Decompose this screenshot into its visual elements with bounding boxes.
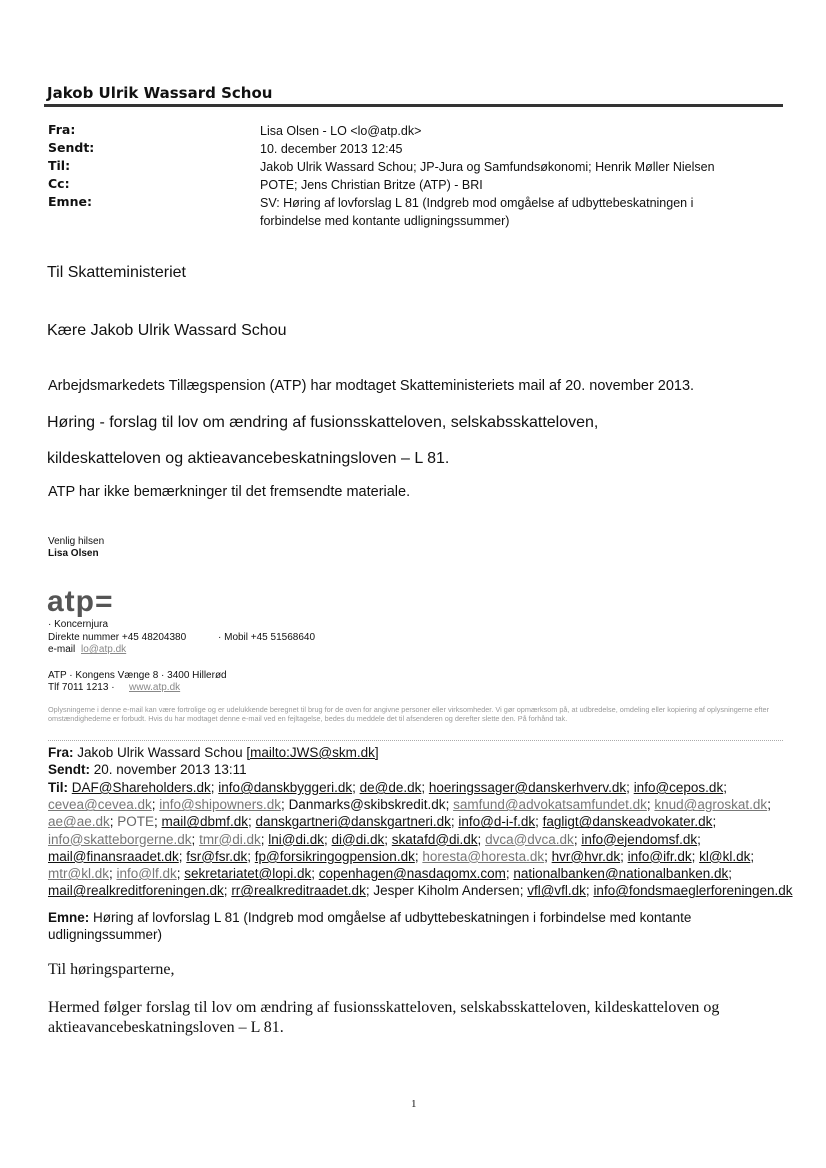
- sent-label: Sendt:: [48, 140, 95, 155]
- recipient[interactable]: info@lf.dk: [116, 866, 177, 882]
- recipient[interactable]: dvca@dvca.dk: [485, 831, 574, 847]
- recipient[interactable]: Jesper Kiholm Andersen: [373, 883, 520, 899]
- subject-line-2: forbindelse med kontante udligningssummer): [260, 214, 510, 228]
- from-label: Fra:: [48, 122, 76, 137]
- body-paragraph-2-line-2: kildeskatteloven og aktieavancebeskatningsloven – L 81.: [47, 450, 450, 467]
- recipient[interactable]: POTE: [117, 814, 155, 830]
- recipient[interactable]: mail@realkreditforeningen.dk: [48, 883, 224, 899]
- email-label: e-mail: [48, 644, 76, 655]
- forwarded-sent-label: Sendt:: [48, 762, 90, 777]
- sent-value: 10. december 2013 12:45: [260, 142, 403, 156]
- recipient[interactable]: info@ejendomsf.dk: [581, 831, 698, 847]
- recipient[interactable]: info@cepos.dk: [633, 780, 724, 795]
- forwarded-from-row: [48, 744, 379, 761]
- signer-name: Lisa Olsen: [48, 548, 99, 559]
- forwarded-subject-line-1: Høring af lovforslag L 81 (Indgreb mod omgåelse af udbyttebeskatningen i forbindelse med kontante: [93, 910, 692, 925]
- recipient[interactable]: fsr@fsr.dk: [186, 848, 248, 864]
- recipient[interactable]: info@shipowners.dk: [159, 797, 282, 813]
- from-value: Lisa Olsen - LO <lo@atp.dk>: [260, 124, 422, 138]
- recipient[interactable]: sekretariatet@lopi.dk: [184, 866, 312, 882]
- recipient[interactable]: danskgartneri@danskgartneri.dk: [255, 814, 451, 830]
- recipient[interactable]: kl@kl.dk: [699, 848, 751, 864]
- to-label: Til:: [48, 158, 71, 173]
- letter-line-2: aktieavancebeskatningsloven – L 81.: [48, 1019, 284, 1036]
- website-link[interactable]: www.atp.dk: [129, 682, 181, 693]
- direct-number: Direkte nummer +45 48204380: [48, 632, 187, 643]
- recipient[interactable]: lni@di.dk: [268, 831, 325, 847]
- forwarded-subject-label: Emne:: [48, 910, 90, 925]
- atp-logo: atp=: [47, 585, 114, 618]
- subject-line-1: SV: Høring af lovforslag L 81 (Indgreb mod omgåelse af udbyttebeskatningen i: [260, 196, 694, 210]
- forwarded-recipients: Til: DAF@Shareholders.dk; info@danskbyggeri.dk; de@de.dk; hoeringssager@danskerhverv.dk; info@cepos.dk; cevea@cevea.dk; info@shipowners.dk; Danmarks@skibskredit.dk; samfund@advokatsamfundet.dk; knud@agroskat.dk; ae@ae.dk; POTE; mail@dbmf.dk; danskgartneri@danskgartneri.dk; info@d-i-f.dk; fagligt@danskeadvokater.dk; info@skatteborgerne.dk; tmr@di.dk; lni@di.dk; di@di.dk; skatafd@di.dk; dvca@dvca.dk; info@ejendomsf.dk; mail@finansraadet.dk; fsr@fsr.dk; fp@forsikringogpension.dk; horesta@horesta.dk; hvr@hvr.dk; info@ifr.dk; kl@kl.dk; mtr@kl.dk; info@lf.dk; sekretariatet@lopi.dk; copenhagen@nasdaqomx.com; nationalbanken@nationalbanken.dk; mail@realkreditforeningen.dk; rr@realkreditraadet.dk; Jesper Kiholm Andersen; vfl@vfl.dk; info@fondsmaeglerforeningen.dk: [48, 780, 793, 899]
- page-number: 1: [411, 1098, 417, 1110]
- header-divider: [44, 104, 783, 107]
- forwarded-sent-row: [48, 761, 247, 778]
- recipient[interactable]: tmr@di.dk: [199, 831, 261, 847]
- signature-email-link[interactable]: lo@atp.dk: [81, 644, 127, 655]
- recipient[interactable]: horesta@horesta.dk: [422, 848, 545, 864]
- disclaimer-divider: [48, 740, 783, 741]
- recipient[interactable]: hoeringssager@danskerhverv.dk: [428, 780, 627, 795]
- cc-value: POTE; Jens Christian Britze (ATP) - BRI: [260, 178, 483, 192]
- forwarded-subject-row: [48, 909, 793, 943]
- forwarded-from-label: Fra:: [48, 745, 74, 760]
- recipient[interactable]: info@danskbyggeri.dk: [218, 780, 353, 795]
- recipient[interactable]: copenhagen@nasdaqomx.com: [318, 866, 506, 882]
- recipient[interactable]: vfl@vfl.dk: [527, 883, 586, 899]
- sender-name: Jakob Ulrik Wassard Schou: [47, 84, 273, 102]
- recipient[interactable]: mail@dbmf.dk: [161, 814, 249, 830]
- recipient[interactable]: nationalbanken@nationalbanken.dk: [513, 866, 729, 882]
- phone: Tlf 7011 1213 ·: [48, 682, 115, 693]
- recipient[interactable]: mtr@kl.dk: [48, 866, 109, 882]
- forwarded-from-name: Jakob Ulrik Wassard Schou: [77, 745, 243, 760]
- body-paragraph-2-line-1: Høring - forslag til lov om ændring af fusionsskatteloven, selskabsskatteloven,: [47, 414, 599, 431]
- recipient[interactable]: DAF@Shareholders.dk: [71, 780, 211, 795]
- forwarded-to-label: Til:: [48, 780, 68, 795]
- recipient[interactable]: ae@ae.dk: [48, 814, 110, 830]
- recipient[interactable]: info@ifr.dk: [627, 848, 692, 864]
- recipient[interactable]: hvr@hvr.dk: [551, 848, 621, 864]
- subject-value: [260, 194, 780, 230]
- department: · Koncernjura: [48, 619, 109, 630]
- recipient[interactable]: skatafd@di.dk: [391, 831, 478, 847]
- forwarded-sent-value: 20. november 2013 13:11: [93, 762, 247, 777]
- greeting: Kære Jakob Ulrik Wassard Schou: [47, 322, 287, 339]
- recipient[interactable]: info@fondsmaeglerforeningen.dk: [593, 883, 793, 899]
- letter-line-1: Hermed følger forslag til lov om ændring af fusionsskatteloven, selskabsskatteloven, kildeskatteloven og: [48, 999, 720, 1016]
- recipient[interactable]: fp@forsikringogpension.dk: [254, 848, 415, 864]
- recipient[interactable]: mail@finansraadet.dk: [48, 848, 179, 864]
- address: ATP · Kongens Vænge 8 · 3400 Hillerød: [48, 670, 227, 681]
- recipient[interactable]: di@di.dk: [331, 831, 385, 847]
- recipient[interactable]: Danmarks@skibskredit.dk: [288, 797, 446, 813]
- forwarded-subject-line-2: udligningssummer): [48, 927, 163, 943]
- forwarded-mailto-link[interactable]: [mailto:JWS@skm.dk]: [246, 745, 379, 760]
- cc-label: Cc:: [48, 176, 70, 191]
- recipient[interactable]: info@d-i-f.dk: [458, 814, 536, 830]
- body-paragraph-3: ATP har ikke bemærkninger til det fremsendte materiale.: [48, 484, 411, 500]
- recipient[interactable]: knud@agroskat.dk: [654, 797, 768, 813]
- to-value: Jakob Ulrik Wassard Schou; JP-Jura og Samfundsøkonomi; Henrik Møller Nielsen: [260, 160, 715, 174]
- subject-label: Emne:: [48, 194, 92, 209]
- letter-salutation: Til høringsparterne,: [48, 961, 175, 978]
- mobile-number: · Mobil +45 51568640: [218, 632, 316, 643]
- recipient[interactable]: rr@realkreditraadet.dk: [231, 883, 366, 899]
- recipient[interactable]: fagligt@danskeadvokater.dk: [542, 814, 713, 830]
- disclaimer: Oplysningerne i denne e-mail kan være fortrolige og er udelukkende beregnet til brug for de oven for angivne personer eller virksomheder. Vi gør opmærksom på, at udbredelse, omdeling eller kopiering af oplysningerne efter omstændighederne er forbudt. Hvis du har modtaget denne e-mail ved en fejltagelse, bedes du meddele det til afsenderen og derefter slette den. På forhånd tak.: [48, 705, 770, 723]
- body-paragraph-1: Arbejdsmarkedets Tillægspension (ATP) har modtaget Skatteministeriets mail af 20. november 2013.: [48, 378, 695, 394]
- addressee-line: Til Skatteministeriet: [47, 264, 186, 281]
- closing: Venlig hilsen: [48, 536, 105, 547]
- recipient[interactable]: info@skatteborgerne.dk: [48, 831, 192, 847]
- recipient[interactable]: samfund@advokatsamfundet.dk: [453, 797, 647, 813]
- recipient[interactable]: de@de.dk: [359, 780, 422, 795]
- recipient[interactable]: cevea@cevea.dk: [48, 797, 152, 813]
